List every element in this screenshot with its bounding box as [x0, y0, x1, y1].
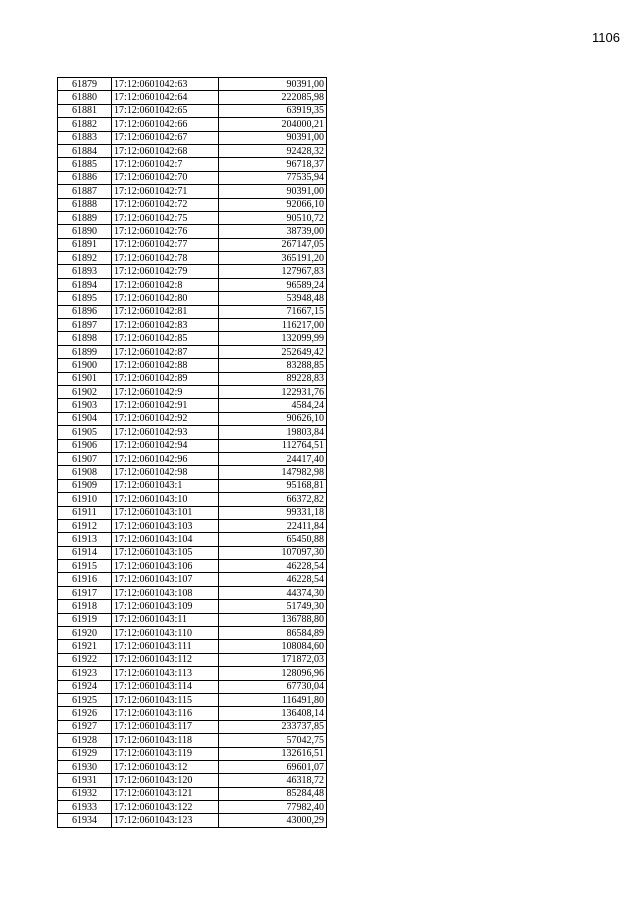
row-number-cell: 61888 [58, 198, 112, 211]
table-row [58, 493, 327, 506]
cadastral-value-cell: 171872,03 [219, 653, 327, 666]
table-row [58, 747, 327, 760]
row-number-cell: 61900 [58, 359, 112, 372]
registry-table [57, 77, 327, 828]
row-number-cell: 61921 [58, 640, 112, 653]
cadastral-number-cell: 17:12:0601042:70 [112, 171, 219, 184]
cadastral-value-cell: 95168,81 [219, 479, 327, 492]
row-number-cell: 61930 [58, 760, 112, 773]
table-row [58, 211, 327, 224]
cadastral-number-cell: 17:12:0601043:115 [112, 693, 219, 706]
cadastral-number-cell: 17:12:0601042:72 [112, 198, 219, 211]
table-row [58, 640, 327, 653]
cadastral-value-cell: 122931,76 [219, 385, 327, 398]
table-row [58, 533, 327, 546]
table-row [58, 372, 327, 385]
cadastral-value-cell: 92428,32 [219, 144, 327, 157]
row-number-cell: 61925 [58, 693, 112, 706]
cadastral-number-cell: 17:12:0601042:67 [112, 131, 219, 144]
cadastral-number-cell: 17:12:0601043:10 [112, 493, 219, 506]
row-number-cell: 61928 [58, 734, 112, 747]
row-number-cell: 61886 [58, 171, 112, 184]
row-number-cell: 61890 [58, 225, 112, 238]
cadastral-value-cell: 116217,00 [219, 319, 327, 332]
cadastral-value-cell: 90510,72 [219, 211, 327, 224]
table-row [58, 185, 327, 198]
row-number-cell: 61926 [58, 707, 112, 720]
row-number-cell: 61892 [58, 252, 112, 265]
cadastral-value-cell: 147982,98 [219, 466, 327, 479]
cadastral-number-cell: 17:12:0601042:80 [112, 292, 219, 305]
cadastral-number-cell: 17:12:0601042:89 [112, 372, 219, 385]
cadastral-value-cell: 77535,94 [219, 171, 327, 184]
row-number-cell: 61914 [58, 546, 112, 559]
table-row [58, 452, 327, 465]
row-number-cell: 61897 [58, 319, 112, 332]
row-number-cell: 61887 [58, 185, 112, 198]
cadastral-number-cell: 17:12:0601043:1 [112, 479, 219, 492]
table-row [58, 345, 327, 358]
row-number-cell: 61898 [58, 332, 112, 345]
cadastral-value-cell: 128096,96 [219, 667, 327, 680]
cadastral-number-cell: 17:12:0601043:108 [112, 586, 219, 599]
row-number-cell: 61909 [58, 479, 112, 492]
cadastral-number-cell: 17:12:0601042:63 [112, 78, 219, 91]
row-number-cell: 61902 [58, 385, 112, 398]
cadastral-number-cell: 17:12:0601043:121 [112, 787, 219, 800]
row-number-cell: 61896 [58, 305, 112, 318]
row-number-cell: 61894 [58, 278, 112, 291]
cadastral-value-cell: 57042,75 [219, 734, 327, 747]
cadastral-value-cell: 71667,15 [219, 305, 327, 318]
cadastral-value-cell: 90391,00 [219, 131, 327, 144]
table-row [58, 412, 327, 425]
page-number: 1106 [592, 30, 620, 45]
table-row [58, 479, 327, 492]
row-number-cell: 61910 [58, 493, 112, 506]
cadastral-number-cell: 17:12:0601043:12 [112, 760, 219, 773]
table-row [58, 319, 327, 332]
table-row [58, 560, 327, 573]
cadastral-value-cell: 132099,99 [219, 332, 327, 345]
table-row [58, 667, 327, 680]
cadastral-value-cell: 222085,98 [219, 91, 327, 104]
row-number-cell: 61903 [58, 399, 112, 412]
row-number-cell: 61893 [58, 265, 112, 278]
table-row [58, 439, 327, 452]
cadastral-value-cell: 107097,30 [219, 546, 327, 559]
row-number-cell: 61906 [58, 439, 112, 452]
cadastral-value-cell: 22411,84 [219, 519, 327, 532]
cadastral-number-cell: 17:12:0601043:120 [112, 774, 219, 787]
cadastral-number-cell: 17:12:0601043:112 [112, 653, 219, 666]
cadastral-number-cell: 17:12:0601043:11 [112, 613, 219, 626]
table-row [58, 278, 327, 291]
row-number-cell: 61883 [58, 131, 112, 144]
cadastral-value-cell: 252649,42 [219, 345, 327, 358]
table-row [58, 385, 327, 398]
cadastral-number-cell: 17:12:0601043:105 [112, 546, 219, 559]
table-row [58, 238, 327, 251]
cadastral-number-cell: 17:12:0601042:92 [112, 412, 219, 425]
cadastral-value-cell: 53948,48 [219, 292, 327, 305]
table-row [58, 573, 327, 586]
cadastral-number-cell: 17:12:0601042:94 [112, 439, 219, 452]
cadastral-number-cell: 17:12:0601042:77 [112, 238, 219, 251]
cadastral-number-cell: 17:12:0601043:123 [112, 814, 219, 827]
cadastral-value-cell: 19803,84 [219, 426, 327, 439]
cadastral-value-cell: 51749,30 [219, 600, 327, 613]
cadastral-number-cell: 17:12:0601042:81 [112, 305, 219, 318]
table-row [58, 399, 327, 412]
cadastral-number-cell: 17:12:0601043:119 [112, 747, 219, 760]
row-number-cell: 61924 [58, 680, 112, 693]
table-row [58, 506, 327, 519]
row-number-cell: 61932 [58, 787, 112, 800]
row-number-cell: 61923 [58, 667, 112, 680]
row-number-cell: 61918 [58, 600, 112, 613]
row-number-cell: 61933 [58, 801, 112, 814]
cadastral-number-cell: 17:12:0601042:75 [112, 211, 219, 224]
row-number-cell: 61919 [58, 613, 112, 626]
row-number-cell: 61920 [58, 627, 112, 640]
row-number-cell: 61895 [58, 292, 112, 305]
cadastral-value-cell: 85284,48 [219, 787, 327, 800]
table-row [58, 519, 327, 532]
cadastral-value-cell: 112764,51 [219, 439, 327, 452]
table-row [58, 252, 327, 265]
row-number-cell: 61917 [58, 586, 112, 599]
cadastral-value-cell: 24417,40 [219, 452, 327, 465]
cadastral-number-cell: 17:12:0601043:103 [112, 519, 219, 532]
row-number-cell: 61889 [58, 211, 112, 224]
cadastral-number-cell: 17:12:0601043:122 [112, 801, 219, 814]
table-row [58, 104, 327, 117]
table-row [58, 680, 327, 693]
table-row [58, 131, 327, 144]
cadastral-value-cell: 136788,80 [219, 613, 327, 626]
cadastral-number-cell: 17:12:0601042:87 [112, 345, 219, 358]
table-row [58, 171, 327, 184]
cadastral-number-cell: 17:12:0601042:83 [112, 319, 219, 332]
cadastral-number-cell: 17:12:0601042:68 [112, 144, 219, 157]
row-number-cell: 61899 [58, 345, 112, 358]
cadastral-value-cell: 46318,72 [219, 774, 327, 787]
table-row [58, 332, 327, 345]
table-row [58, 292, 327, 305]
row-number-cell: 61881 [58, 104, 112, 117]
table-row [58, 787, 327, 800]
cadastral-number-cell: 17:12:0601042:96 [112, 452, 219, 465]
table-row [58, 627, 327, 640]
table-row [58, 720, 327, 733]
row-number-cell: 61884 [58, 144, 112, 157]
cadastral-value-cell: 136408,14 [219, 707, 327, 720]
row-number-cell: 61912 [58, 519, 112, 532]
table-row [58, 426, 327, 439]
cadastral-value-cell: 89228,83 [219, 372, 327, 385]
cadastral-number-cell: 17:12:0601042:79 [112, 265, 219, 278]
cadastral-value-cell: 38739,00 [219, 225, 327, 238]
table-row [58, 225, 327, 238]
cadastral-number-cell: 17:12:0601042:93 [112, 426, 219, 439]
cadastral-value-cell: 43000,29 [219, 814, 327, 827]
table-row [58, 760, 327, 773]
cadastral-value-cell: 365191,20 [219, 252, 327, 265]
cadastral-number-cell: 17:12:0601043:110 [112, 627, 219, 640]
table-row [58, 546, 327, 559]
cadastral-value-cell: 96589,24 [219, 278, 327, 291]
row-number-cell: 61931 [58, 774, 112, 787]
table-row [58, 265, 327, 278]
row-number-cell: 61880 [58, 91, 112, 104]
cadastral-number-cell: 17:12:0601043:116 [112, 707, 219, 720]
cadastral-value-cell: 63919,35 [219, 104, 327, 117]
cadastral-value-cell: 99331,18 [219, 506, 327, 519]
cadastral-value-cell: 77982,40 [219, 801, 327, 814]
row-number-cell: 61905 [58, 426, 112, 439]
cadastral-value-cell: 92066,10 [219, 198, 327, 211]
cadastral-number-cell: 17:12:0601042:64 [112, 91, 219, 104]
cadastral-value-cell: 67730,04 [219, 680, 327, 693]
cadastral-number-cell: 17:12:0601042:76 [112, 225, 219, 238]
table-row [58, 814, 327, 827]
cadastral-value-cell: 65450,88 [219, 533, 327, 546]
cadastral-value-cell: 132616,51 [219, 747, 327, 760]
cadastral-value-cell: 96718,37 [219, 158, 327, 171]
cadastral-value-cell: 127967,83 [219, 265, 327, 278]
cadastral-number-cell: 17:12:0601042:85 [112, 332, 219, 345]
cadastral-number-cell: 17:12:0601043:118 [112, 734, 219, 747]
row-number-cell: 61908 [58, 466, 112, 479]
row-number-cell: 61915 [58, 560, 112, 573]
table-row [58, 774, 327, 787]
cadastral-number-cell: 17:12:0601043:106 [112, 560, 219, 573]
cadastral-value-cell: 44374,30 [219, 586, 327, 599]
table-row [58, 707, 327, 720]
cadastral-value-cell: 66372,82 [219, 493, 327, 506]
table-row [58, 600, 327, 613]
cadastral-number-cell: 17:12:0601042:98 [112, 466, 219, 479]
cadastral-number-cell: 17:12:0601043:104 [112, 533, 219, 546]
row-number-cell: 61901 [58, 372, 112, 385]
cadastral-number-cell: 17:12:0601043:113 [112, 667, 219, 680]
table-row [58, 305, 327, 318]
cadastral-number-cell: 17:12:0601043:114 [112, 680, 219, 693]
table-row [58, 78, 327, 91]
cadastral-value-cell: 86584,89 [219, 627, 327, 640]
cadastral-value-cell: 90626,10 [219, 412, 327, 425]
cadastral-value-cell: 90391,00 [219, 185, 327, 198]
row-number-cell: 61879 [58, 78, 112, 91]
table-row [58, 734, 327, 747]
cadastral-number-cell: 17:12:0601042:66 [112, 118, 219, 131]
row-number-cell: 61934 [58, 814, 112, 827]
table-row [58, 693, 327, 706]
row-number-cell: 61885 [58, 158, 112, 171]
row-number-cell: 61922 [58, 653, 112, 666]
cadastral-value-cell: 83288,85 [219, 359, 327, 372]
table-row [58, 586, 327, 599]
table-row [58, 653, 327, 666]
cadastral-number-cell: 17:12:0601042:88 [112, 359, 219, 372]
cadastral-number-cell: 17:12:0601042:8 [112, 278, 219, 291]
row-number-cell: 61882 [58, 118, 112, 131]
cadastral-number-cell: 17:12:0601042:9 [112, 385, 219, 398]
cadastral-number-cell: 17:12:0601043:107 [112, 573, 219, 586]
cadastral-value-cell: 4584,24 [219, 399, 327, 412]
cadastral-number-cell: 17:12:0601042:7 [112, 158, 219, 171]
table-row [58, 466, 327, 479]
table-row [58, 118, 327, 131]
table-row [58, 144, 327, 157]
cadastral-number-cell: 17:12:0601042:65 [112, 104, 219, 117]
cadastral-number-cell: 17:12:0601043:117 [112, 720, 219, 733]
row-number-cell: 61927 [58, 720, 112, 733]
row-number-cell: 61911 [58, 506, 112, 519]
row-number-cell: 61891 [58, 238, 112, 251]
cadastral-value-cell: 46228,54 [219, 573, 327, 586]
cadastral-number-cell: 17:12:0601042:78 [112, 252, 219, 265]
cadastral-number-cell: 17:12:0601043:101 [112, 506, 219, 519]
cadastral-value-cell: 69601,07 [219, 760, 327, 773]
table-row [58, 91, 327, 104]
row-number-cell: 61929 [58, 747, 112, 760]
cadastral-number-cell: 17:12:0601042:91 [112, 399, 219, 412]
cadastral-number-cell: 17:12:0601043:109 [112, 600, 219, 613]
cadastral-value-cell: 204000,21 [219, 118, 327, 131]
cadastral-number-cell: 17:12:0601043:111 [112, 640, 219, 653]
cadastral-value-cell: 90391,00 [219, 78, 327, 91]
cadastral-value-cell: 116491,80 [219, 693, 327, 706]
cadastral-value-cell: 233737,85 [219, 720, 327, 733]
table-row [58, 613, 327, 626]
cadastral-number-cell: 17:12:0601042:71 [112, 185, 219, 198]
row-number-cell: 61907 [58, 452, 112, 465]
cadastral-value-cell: 108084,60 [219, 640, 327, 653]
cadastral-value-cell: 46228,54 [219, 560, 327, 573]
row-number-cell: 61916 [58, 573, 112, 586]
row-number-cell: 61913 [58, 533, 112, 546]
table-row [58, 801, 327, 814]
table-row [58, 198, 327, 211]
table-row [58, 158, 327, 171]
registry-table-body [58, 78, 327, 828]
row-number-cell: 61904 [58, 412, 112, 425]
table-row [58, 359, 327, 372]
cadastral-value-cell: 267147,05 [219, 238, 327, 251]
